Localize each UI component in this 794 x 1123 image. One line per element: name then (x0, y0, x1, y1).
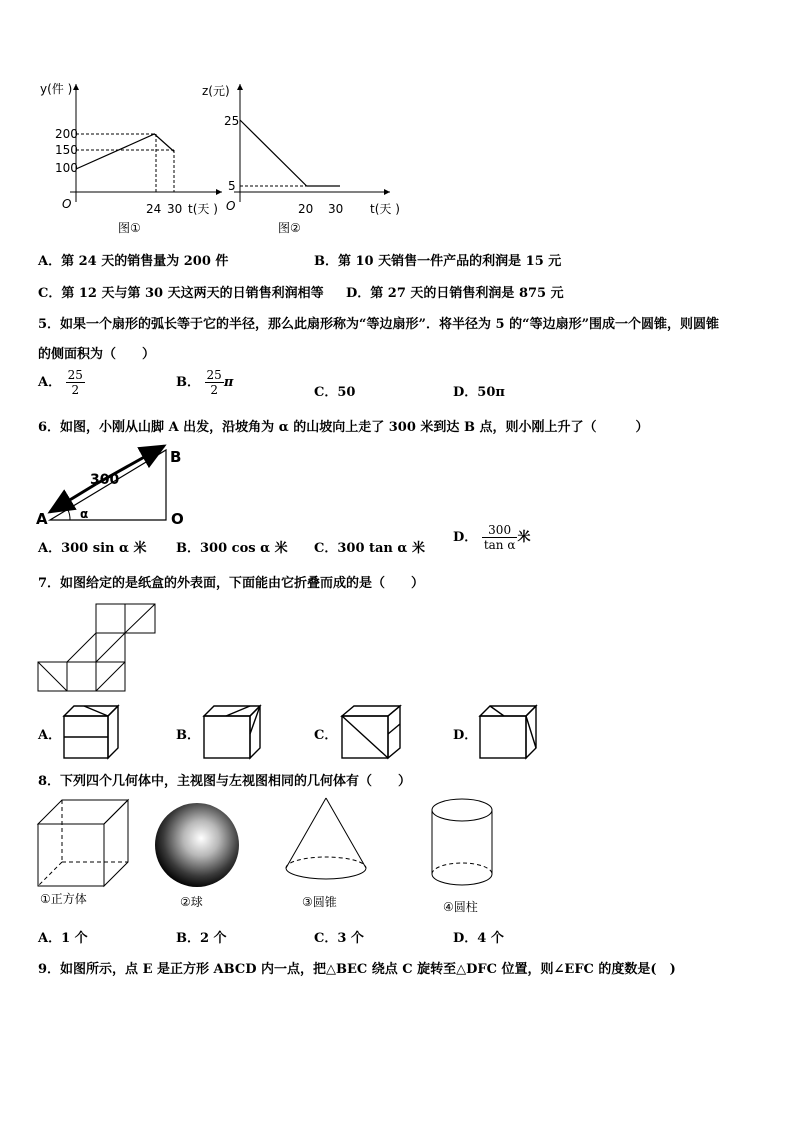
q8-stem: 8．下列四个几何体中，主视图与左视图相同的几何体有（ ） (38, 774, 412, 789)
q6-option-b[interactable]: B．300 cos α 米 (176, 541, 288, 556)
point-b-label: B (170, 448, 182, 466)
q8-sphere (152, 800, 242, 890)
x-tick-30: 30 (328, 202, 344, 216)
denominator: tan α (483, 538, 516, 552)
denominator: 2 (71, 383, 80, 397)
q6-option-c[interactable]: C．300 tan α 米 (314, 541, 425, 556)
y-tick-100: 100 (55, 161, 78, 175)
x-tick-20: 20 (298, 202, 314, 216)
point-o-label: O (171, 510, 184, 528)
q6-slope-figure (36, 440, 196, 530)
q7-cube-d (478, 704, 542, 760)
q7-cube-b (202, 704, 266, 760)
y-axis-label: z(元) (202, 84, 230, 98)
label-cone: ③圆锥 (302, 895, 337, 909)
q7-stem: 7．如图给定的是纸盒的外表面，下面能由它折叠而成的是（ ） (38, 576, 425, 591)
q8-cone (282, 796, 372, 892)
numerator: 25 (67, 368, 83, 382)
fraction (205, 368, 224, 397)
fraction (482, 523, 518, 552)
q5-option-c[interactable]: C．50 (314, 385, 356, 400)
q5-stem-line1: 5．如果一个扇形的弧长等于它的半径，那么此扇形称为“等边扇形”．将半径为 5 的“等边扇形”围成一个圆锥，则圆锥 (38, 317, 720, 332)
origin-label: O (62, 197, 72, 211)
q7-option-b[interactable]: B． (176, 728, 200, 743)
chart-caption: 图② (278, 221, 301, 235)
q6-stem: 6．如图，小刚从山脚 A 出发，沿坡角为 α 的山坡向上走了 300 米到达 B 点，则小刚上升了（ ） (38, 420, 649, 435)
q8-option-a[interactable]: A．1 个 (38, 931, 88, 946)
y-axis-label: y(件 ) (40, 82, 73, 96)
series-line (240, 120, 340, 186)
q4-option-a[interactable]: A．第 24 天的销售量为 200 件 (38, 254, 229, 269)
q7-cube-a (62, 704, 122, 760)
fraction (66, 368, 85, 397)
q4-chart-2 (200, 80, 420, 240)
q8-option-b[interactable]: B．2 个 (176, 931, 227, 946)
q7-option-d[interactable]: D． (453, 728, 478, 743)
pi-symbol: π (223, 375, 234, 390)
length-label: 300 (90, 472, 120, 488)
q9-stem: 9．如图所示，点 E 是正方形 ABCD 内一点，把△BEC 绕点 C 旋转至△DFC 位置，则∠EFC 的度数是( ) (38, 962, 676, 977)
q7-box-net (38, 604, 163, 694)
origin-label: O (226, 199, 236, 213)
label-cylinder: ④圆柱 (443, 900, 478, 914)
denominator: 2 (210, 383, 218, 397)
unit: 米 (517, 530, 531, 545)
numerator: 25 (206, 368, 222, 382)
y-tick-5: 5 (228, 179, 236, 193)
q6-option-a[interactable]: A．300 sin α 米 (38, 541, 147, 556)
x-axis-label: t(天 ) (188, 202, 218, 216)
option-label: A． (38, 375, 62, 390)
q8-option-c[interactable]: C．3 个 (314, 931, 364, 946)
down-arrow (50, 484, 96, 512)
x-tick-30: 30 (167, 202, 183, 216)
label-sphere: ②球 (180, 895, 203, 909)
q4-option-c[interactable]: C．第 12 天与第 30 天这两天的日销售利润相等 (38, 286, 324, 301)
x-tick-24: 24 (146, 202, 162, 216)
q7-option-a[interactable]: A． (38, 728, 62, 743)
q8-option-d[interactable]: D．4 个 (453, 931, 504, 946)
angle-label: α (80, 507, 89, 521)
option-label: B． (176, 375, 200, 390)
numerator: 300 (482, 523, 518, 538)
q5-stem-line2: 的侧面积为（ ） (38, 347, 156, 362)
q7-cube-c (340, 704, 404, 760)
q4-option-b[interactable]: B．第 10 天销售一件产品的利润是 15 元 (314, 254, 562, 269)
q6-option-d[interactable] (453, 523, 530, 552)
option-label: D． (453, 530, 478, 545)
x-axis-label: t(天 ) (370, 202, 400, 216)
chart-caption: 图① (118, 221, 141, 235)
q8-cylinder (428, 796, 500, 896)
q5-option-d[interactable]: D．50π (453, 385, 505, 400)
q8-cube-solid (36, 796, 136, 892)
label-cube: ①正方体 (40, 892, 87, 906)
angle-arc (68, 510, 70, 520)
y-tick-25: 25 (224, 114, 240, 128)
point-a-label: A (36, 510, 48, 528)
q5-option-a[interactable] (38, 368, 85, 397)
series-line (76, 134, 174, 169)
q7-option-c[interactable]: C． (314, 728, 338, 743)
q5-option-b[interactable] (176, 368, 233, 397)
y-tick-150: 150 (55, 143, 78, 157)
y-tick-200: 200 (55, 127, 78, 141)
q4-option-d[interactable]: D．第 27 天的日销售利润是 875 元 (346, 286, 564, 301)
